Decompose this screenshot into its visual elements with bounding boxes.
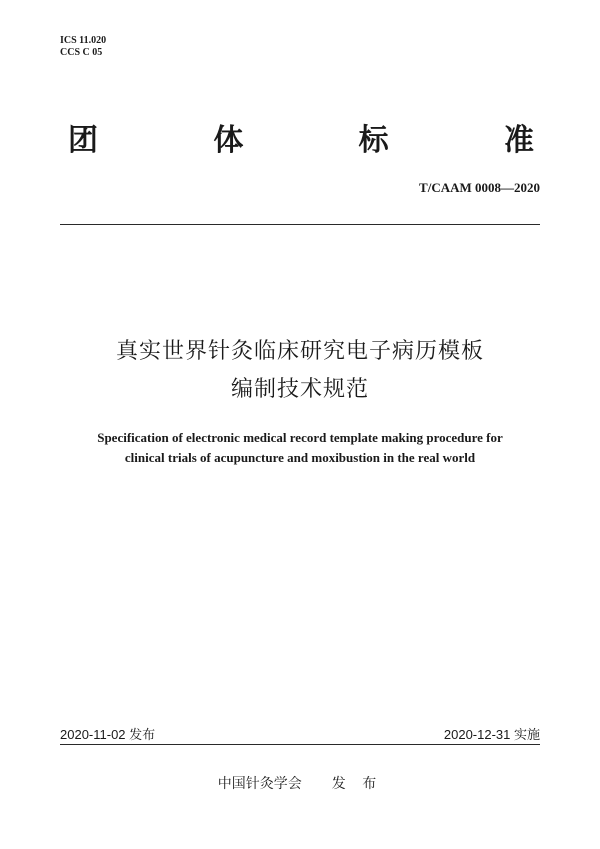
publisher-line xyxy=(0,773,600,793)
standard-type-heading xyxy=(68,123,534,159)
english-title-line: clinical trials of acupuncture and moxibustion in the real world xyxy=(124,450,476,465)
standard-type-char: 标 xyxy=(358,123,389,158)
standard-type-char: 体 xyxy=(213,123,244,158)
english-title xyxy=(0,428,600,468)
ccs-code: CCS C 05 xyxy=(60,47,103,58)
classification-codes xyxy=(60,35,106,59)
chinese-title-line: 编制技术规范 xyxy=(230,377,369,402)
release-date: 2020-11-02 发布 xyxy=(60,727,156,742)
publisher-name: 中国针灸学会 xyxy=(217,776,302,792)
standard-type-char: 准 xyxy=(503,123,534,158)
english-title-line: Specification of electronic medical record template making procedure for xyxy=(97,430,503,445)
implementation-date: 2020-12-31 实施 xyxy=(443,727,540,742)
ics-code: ICS 11.020 xyxy=(60,35,107,46)
standard-type-char: 团 xyxy=(68,123,98,158)
bottom-divider xyxy=(60,744,540,745)
standard-number: T/CAAM 0008—2020 xyxy=(419,180,540,195)
publisher-action: 发 布 xyxy=(331,776,383,792)
chinese-title-line: 真实世界针灸临床研究电子病历模板 xyxy=(115,339,484,364)
chinese-title xyxy=(0,333,600,409)
top-divider xyxy=(60,224,540,225)
